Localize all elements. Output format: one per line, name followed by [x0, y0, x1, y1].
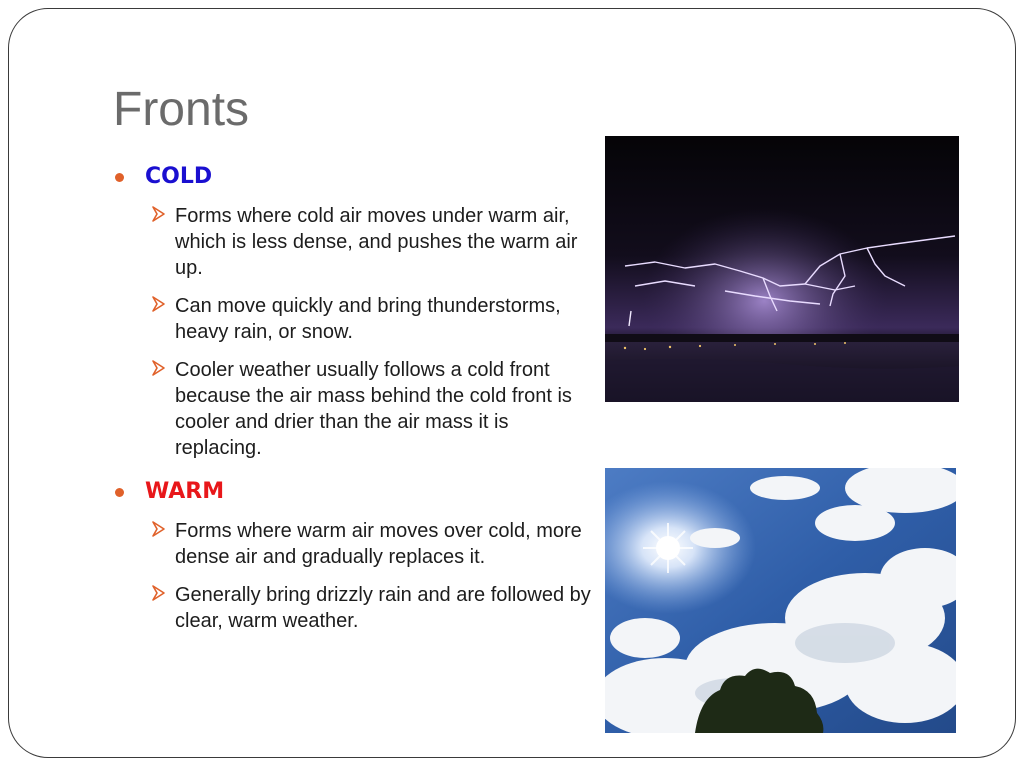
cold-point-text: Cooler weather usually follows a cold front because the air mass behind the cold front is cooler and drier than the air mass it is replacing.	[175, 359, 572, 459]
cold-point-text: Forms where cold air moves under warm air, which is less dense, and pushes the warm air up.	[175, 205, 578, 279]
warm-point-2	[113, 582, 593, 634]
lightning-storm-photo	[605, 136, 959, 402]
warm-point-1	[113, 518, 593, 570]
warm-point-text: Generally bring drizzly rain and are followed by clear, warm weather.	[175, 584, 591, 632]
arrow-bullet-icon	[149, 294, 169, 314]
cold-label: COLD	[145, 164, 213, 189]
slide-title: Fronts	[113, 83, 250, 136]
bullet-dot-icon	[115, 488, 124, 497]
arrow-bullet-icon	[149, 358, 169, 378]
arrow-bullet-icon	[149, 204, 169, 224]
cold-point-2	[113, 293, 593, 345]
slide-content	[113, 164, 593, 646]
warm-point-text: Forms where warm air moves over cold, more dense air and gradually replaces it.	[175, 520, 582, 568]
arrow-bullet-icon	[149, 583, 169, 603]
arrow-bullet-icon	[149, 519, 169, 539]
cold-point-1	[113, 203, 593, 281]
warm-label: WARM	[145, 479, 225, 504]
bullet-cold	[113, 164, 593, 189]
sunny-cloudy-sky-photo	[605, 468, 956, 733]
cold-point-3	[113, 357, 593, 461]
bullet-dot-icon	[115, 173, 124, 182]
bullet-warm	[113, 479, 593, 504]
cold-point-text: Can move quickly and bring thunderstorms, heavy rain, or snow.	[175, 295, 561, 343]
